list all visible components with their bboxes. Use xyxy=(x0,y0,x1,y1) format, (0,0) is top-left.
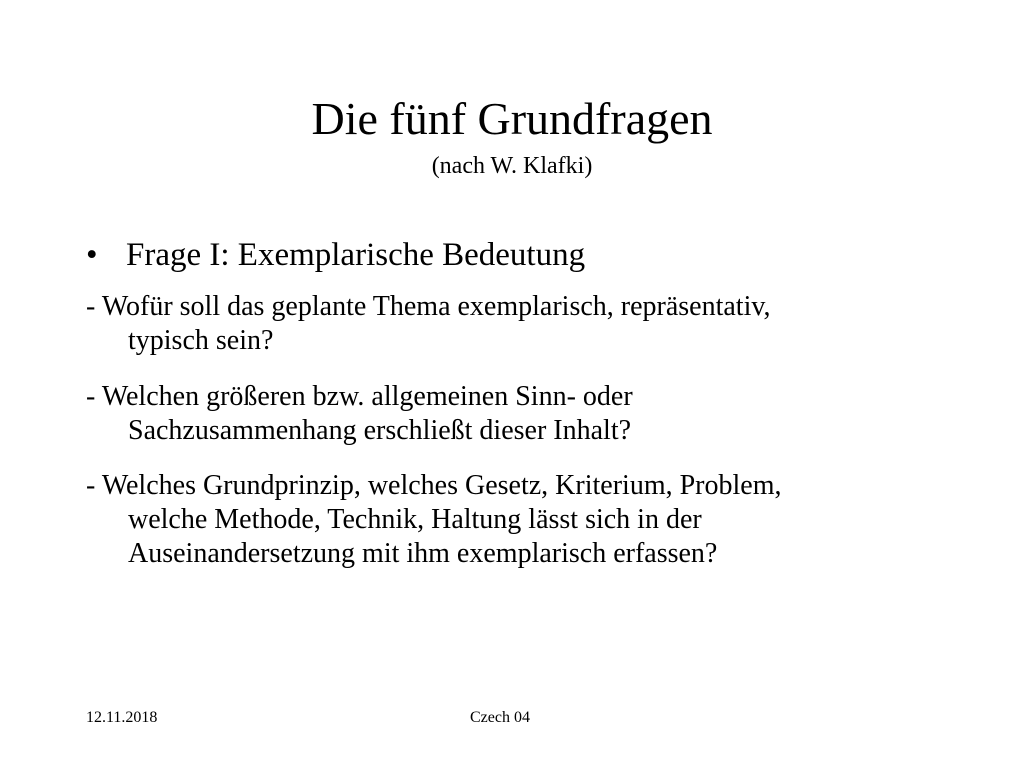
slide-subtitle: (nach W. Klafki) xyxy=(431,153,593,179)
bullet-icon: • xyxy=(86,237,98,273)
paragraph-line: typisch sein? xyxy=(128,325,274,356)
paragraph-line: Auseinandersetzung mit ihm exemplarisch erfassen? xyxy=(128,538,718,569)
bullet-text: Frage I: Exemplarische Bedeutung xyxy=(126,237,586,273)
question-paragraph xyxy=(86,380,966,448)
paragraph-line: Sachzusammenhang erschließt dieser Inhalt? xyxy=(128,415,632,446)
footer-center-text: Czech 04 xyxy=(470,709,530,726)
question-paragraph xyxy=(86,469,966,571)
paragraph-line: - Welchen größeren bzw. allgemeinen Sinn- oder xyxy=(86,381,633,412)
slide-title: Die fünf Grundfragen xyxy=(311,93,713,144)
paragraph-line: welche Methode, Technik, Haltung lässt sich in der xyxy=(128,504,702,535)
footer-date: 12.11.2018 xyxy=(86,709,158,726)
question-paragraph xyxy=(86,290,966,358)
bullet-item xyxy=(86,233,585,277)
paragraph-line: - Wofür soll das geplante Thema exemplarisch, repräsentativ, xyxy=(86,291,771,322)
paragraph-line: - Welches Grundprinzip, welches Gesetz, Kriterium, Problem, xyxy=(86,470,782,501)
